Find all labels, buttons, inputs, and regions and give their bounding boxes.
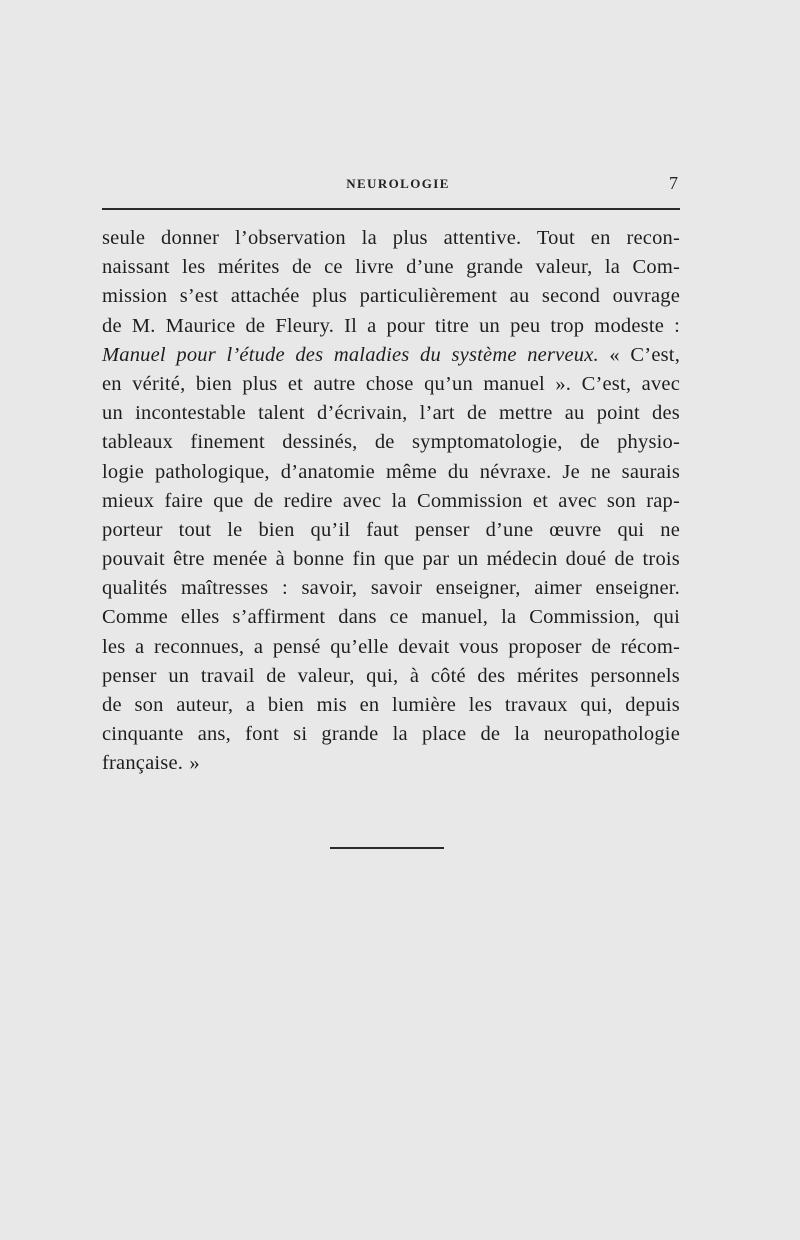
- text-line: pouvait être menée à bonne fin que par un médecin doué de trois: [102, 548, 680, 571]
- text-line: naissant les mérites de ce livre d’une grande valeur, la Com-: [102, 256, 680, 279]
- text-line: un incontestable talent d’écrivain, l’art de mettre au point des: [102, 402, 680, 425]
- text-line: mieux faire que de redire avec la Commission et avec son rap-: [102, 489, 680, 512]
- body-text: [102, 224, 680, 779]
- text-line: qualités maîtresses : savoir, savoir enseigner, aimer enseigner.: [102, 577, 680, 600]
- text-line-with-title: [102, 341, 680, 370]
- text-line: de M. Maurice de Fleury. Il a pour titre un peu trop modeste :: [102, 314, 680, 337]
- text-line: mission s’est attachée plus particulièrement au second ouvrage: [102, 285, 680, 308]
- page-header: [102, 173, 680, 198]
- text-line: tableaux finement dessinés, de symptomatologie, de physio-: [102, 431, 680, 454]
- text-line: les a reconnues, a pensé qu’elle devait vous proposer de récom-: [102, 635, 680, 658]
- header-rule: [102, 208, 680, 210]
- text-line: seule donner l’observation la plus attentive. Tout en recon-: [102, 227, 680, 249]
- text-line: en vérité, bien plus et autre chose qu’un manuel ». C’est, avec: [102, 372, 680, 395]
- text-line: de son auteur, a bien mis en lumière les travaux qui, depuis: [102, 694, 680, 716]
- text-line: Comme elles s’affirment dans ce manuel, la Commission, qui: [102, 606, 680, 629]
- end-rule: [330, 847, 444, 849]
- book-title: Manuel pour l’étude des maladies du système nerveux.: [102, 343, 599, 366]
- text-line: porteur tout le bien qu’il faut penser d’une œuvre qui ne: [102, 518, 680, 541]
- text-fragment: « C’est,: [609, 343, 681, 366]
- running-title: NEUROLOGIE: [346, 176, 450, 191]
- text-line: logie pathologique, d’anatomie même du névraxe. Je ne saurais: [102, 460, 680, 483]
- text-line: française. »: [102, 752, 200, 775]
- text-line: cinquante ans, font si grande la place de la neuropathologie: [102, 723, 680, 746]
- page-number: 7: [669, 173, 678, 193]
- text-line: penser un travail de valeur, qui, à côté des mérites personnels: [102, 664, 680, 687]
